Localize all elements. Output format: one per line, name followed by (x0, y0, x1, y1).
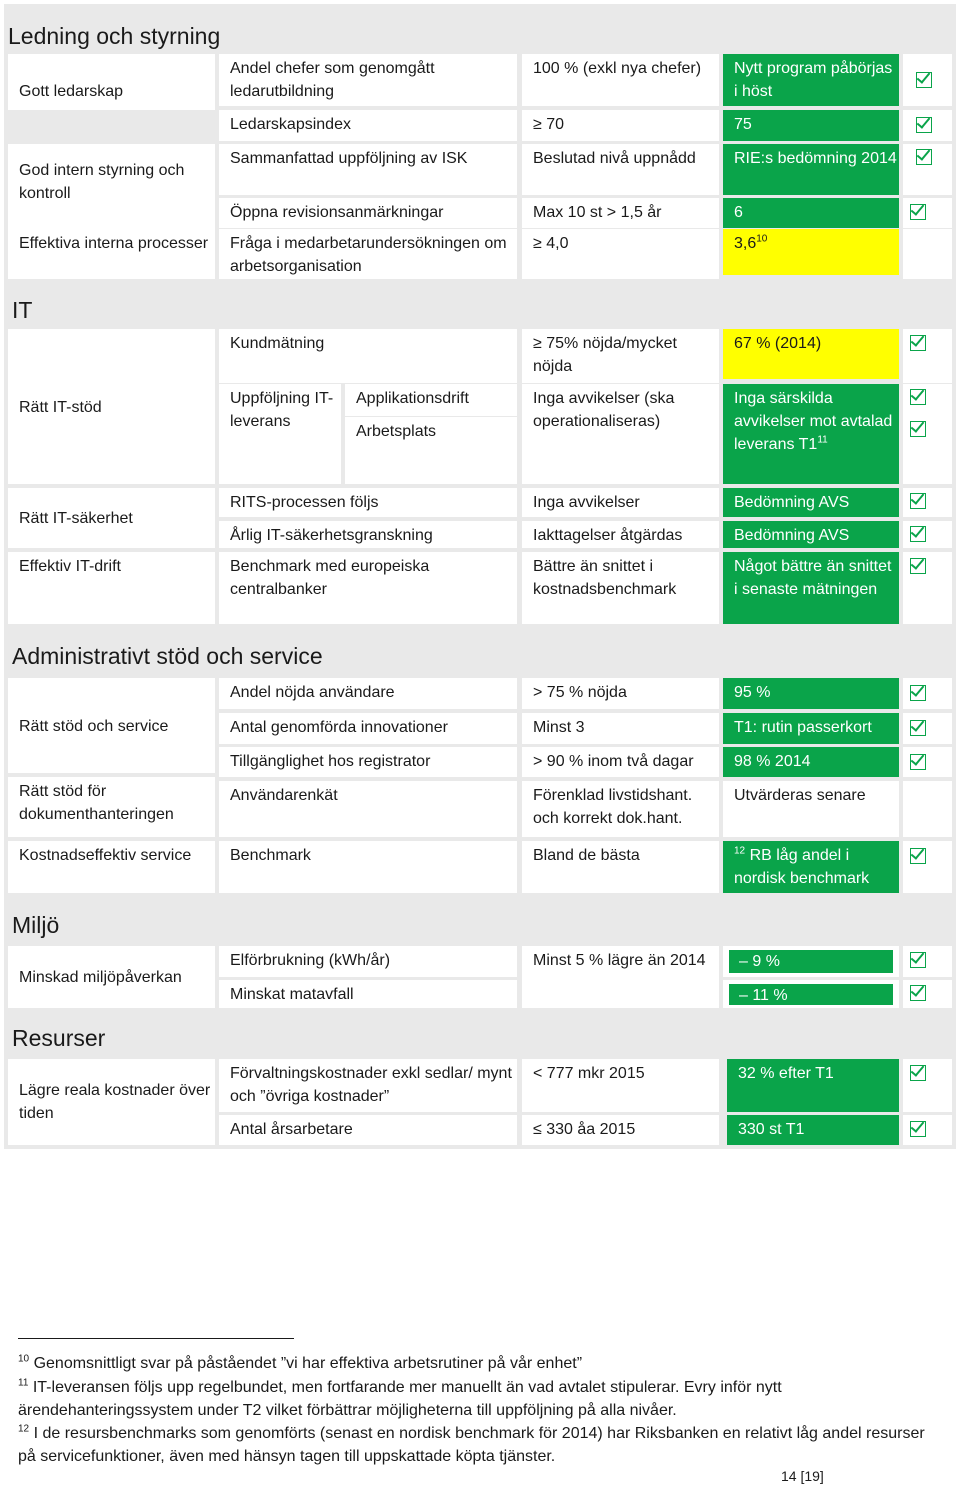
indicator-cell: Årlig IT-säkerhetsgranskning (219, 521, 517, 548)
outcome-cell: Bedömning AVS (723, 521, 899, 548)
status-cell (903, 229, 952, 279)
footnote-number: 10 (18, 1353, 30, 1365)
indicator-cell: Antal årsarbetare (219, 1115, 517, 1145)
target-value: ≥ 70 (533, 116, 564, 133)
section-title-ledning: Ledning och styrning (8, 23, 221, 49)
status-cell (903, 521, 952, 548)
status-cell (903, 781, 952, 837)
sub-indicator-cell: Arbetsplats (345, 417, 517, 484)
status-cell (903, 329, 952, 383)
status-cell (903, 1115, 952, 1145)
target-cell: Förenklad livstidshant. och korrekt dok.hant. (522, 781, 719, 837)
footnote-number: 12 (18, 1423, 30, 1435)
target-cell: Max 10 st > 1,5 år (522, 198, 719, 228)
indicator-cell: Kundmätning (219, 329, 517, 383)
indicator-cell: Fråga i medarbetarundersökningen om arbetsorganisation (219, 229, 517, 279)
outcome-cell (723, 841, 899, 893)
outcome-value-bar (729, 984, 893, 1005)
checkbox-checked-icon (910, 952, 926, 968)
indicator-cell: Elförbrukning (kWh/år) (219, 946, 517, 977)
footnote-ref: 11 (817, 434, 828, 446)
target-cell: Beslutad nivå uppnådd (522, 144, 719, 195)
status-cell (903, 54, 952, 106)
target-cell (522, 1115, 719, 1145)
section-title-miljo: Miljö (12, 912, 60, 938)
outcome-cell: 98 % 2014 (723, 747, 899, 777)
checkbox-checked-icon (910, 985, 926, 1001)
goal-cell: God intern styrning och kontroll (8, 144, 215, 231)
footnote-text: IT-leveransen följs upp regelbundet, men fortfarande mer manuellt än vad avtalet stipulerar. Evry inför nytt ärendehanteringssystem under T2 vilket förbättrar möjligheterna till uppföljning på alla nivåer. (18, 1379, 782, 1419)
outcome-cell: Något bättre än snittet i senaste mätningen (723, 552, 899, 624)
outcome-value: RB låg andel i nordisk benchmark (734, 847, 870, 887)
status-cell (903, 713, 952, 744)
checkbox-checked-icon (916, 149, 932, 165)
target-cell: Inga avvikelser (ska operationaliseras) (522, 384, 719, 484)
outcome-cell: 6 (723, 198, 899, 228)
goal-cell: Kostnadseffektiv service (8, 841, 215, 893)
goal-cell: Rätt stöd och service (8, 678, 215, 773)
outcome-cell (723, 229, 899, 275)
outcome-cell: Utvärderas senare (723, 781, 899, 837)
outcome-cell: Nytt program påbörjas i höst (723, 54, 899, 106)
target-cell: > 90 % inom två dagar (522, 747, 719, 777)
goal-cell: Gott ledarskap (8, 54, 215, 110)
goal-cell: Effektiva interna processer (8, 229, 215, 279)
footnote-text: I de resursbenchmarks som genomförts (senast en nordisk benchmark för 2014) har Riksbanken en relativt låg andel resurser på servicefunktioner, även med hänsyn tagen till uppskattade köpta tjänster. (18, 1425, 925, 1465)
target-cell: 100 % (exkl nya chefer) (522, 54, 719, 106)
checkbox-checked-icon (916, 72, 932, 88)
goal-cell: Rätt IT-stöd (8, 329, 215, 484)
target-cell (522, 110, 719, 141)
status-cell (903, 384, 952, 484)
indicator-cell: Minskat matavfall (219, 980, 517, 1008)
footnote-text: Genomsnittligt svar på påståendet ”vi har effektiva arbetsrutiner på vår enhet” (33, 1355, 583, 1372)
status-cell (903, 747, 952, 777)
goal-cell: Minskad miljöpåverkan (8, 946, 215, 1008)
page-number: 14 [19] (781, 1468, 824, 1484)
status-cell (903, 1059, 952, 1112)
indicator-cell: Tillgänglighet hos registrator (219, 747, 517, 777)
target-cell: Minst 3 (522, 713, 719, 744)
indicator-cell: Antal genomförda innovationer (219, 713, 517, 744)
footnote-number: 11 (18, 1377, 29, 1389)
status-cell (903, 552, 952, 624)
checkbox-checked-icon (910, 421, 926, 437)
outcome-cell: 32 % efter T1 (727, 1059, 899, 1112)
outcome-value: – 11 % (739, 987, 788, 1004)
footnote-separator (18, 1338, 294, 1339)
outcome-cell: 67 % (2014) (723, 329, 899, 379)
footnote-ref: 12 (734, 845, 746, 857)
section-title-admin: Administrativt stöd och service (12, 643, 323, 669)
goal-cell: Rätt stöd för dokumenthanteringen (8, 777, 215, 837)
outcome-cell (723, 384, 899, 484)
target-cell: Bättre än snittet i kostnadsbenchmark (522, 552, 719, 624)
indicator-cell: Sammanfattad uppföljning av ISK (219, 144, 517, 195)
outcome-value-bar (729, 950, 893, 973)
outcome-cell (723, 946, 899, 977)
checkbox-checked-icon (910, 685, 926, 701)
status-cell (903, 144, 952, 195)
outcome-cell: Bedömning AVS (723, 488, 899, 517)
outcome-cell: T1: rutin passerkort (723, 713, 899, 744)
target-cell (522, 229, 719, 279)
target-value: ≤ 330 åa 2015 (533, 1121, 635, 1138)
outcome-cell: 330 st T1 (727, 1115, 899, 1145)
outcome-cell (723, 980, 899, 1008)
indicator-cell: Förvaltningskostnader exkl sedlar/ mynt och ”övriga kostnader” (219, 1059, 517, 1112)
target-value: ≥ 75% nöjda/mycket nöjda (533, 335, 677, 375)
checkbox-checked-icon (910, 558, 926, 574)
footnote-11 (18, 1376, 938, 1422)
target-cell: > 75 % nöjda (522, 678, 719, 709)
scorecard-table (4, 4, 956, 1149)
outcome-cell: 75 (723, 110, 899, 141)
checkbox-checked-icon (910, 754, 926, 770)
goal-cell: Effektiv IT-drift (8, 552, 215, 624)
target-cell: Minst 5 % lägre än 2014 (522, 946, 719, 1008)
status-cell (903, 678, 952, 709)
indicator-cell: Andel chefer som genomgått ledarutbildning (219, 54, 517, 106)
checkbox-checked-icon (910, 335, 926, 351)
indicator-cell: RITS-processen följs (219, 488, 517, 517)
status-cell (903, 198, 952, 228)
target-cell (522, 329, 719, 383)
footnote-12 (18, 1422, 943, 1468)
checkbox-checked-icon (910, 204, 926, 220)
outcome-value: Inga särskilda avvikelser mot avtalad leverans T1 (734, 390, 893, 453)
target-cell: Bland de bästa (522, 841, 719, 893)
footnote-ref: 10 (756, 233, 768, 245)
target-value: ≥ 4,0 (533, 235, 568, 252)
indicator-cell: Användarenkät (219, 781, 517, 837)
outcome-value: – 9 % (739, 953, 780, 970)
target-cell: Inga avvikelser (522, 488, 719, 517)
checkbox-checked-icon (910, 389, 926, 405)
outcome-cell: 95 % (723, 678, 899, 709)
section-title-resurser: Resurser (12, 1025, 106, 1051)
checkbox-checked-icon (910, 720, 926, 736)
footnote-10 (18, 1352, 938, 1375)
checkbox-checked-icon (910, 848, 926, 864)
indicator-cell: Uppföljning IT-leverans (219, 384, 341, 484)
target-cell: < 777 mkr 2015 (522, 1059, 719, 1112)
status-cell (903, 980, 952, 1008)
checkbox-checked-icon (910, 526, 926, 542)
sub-indicator-cell: Applikationsdrift (345, 384, 517, 416)
goal-cell: Lägre reala kostnader över tiden (8, 1059, 215, 1145)
status-cell (903, 110, 952, 141)
checkbox-checked-icon (910, 1065, 926, 1081)
status-cell (903, 488, 952, 517)
status-cell (903, 841, 952, 893)
indicator-cell: Benchmark (219, 841, 517, 893)
goal-cell: Rätt IT-säkerhet (8, 488, 215, 548)
section-title-it: IT (12, 297, 33, 323)
target-cell: Iakttagelser åtgärdas (522, 521, 719, 548)
checkbox-checked-icon (910, 1121, 926, 1137)
checkbox-checked-icon (910, 493, 926, 509)
status-cell (903, 946, 952, 977)
outcome-cell: RIE:s bedömning 2014 (723, 144, 899, 195)
outcome-value: 3,6 (734, 235, 757, 252)
indicator-cell: Öppna revisionsanmärkningar (219, 198, 517, 228)
indicator-cell: Ledarskapsindex (219, 110, 517, 141)
indicator-cell: Benchmark med europeiska centralbanker (219, 552, 517, 624)
checkbox-checked-icon (916, 117, 932, 133)
indicator-cell: Andel nöjda användare (219, 678, 517, 709)
